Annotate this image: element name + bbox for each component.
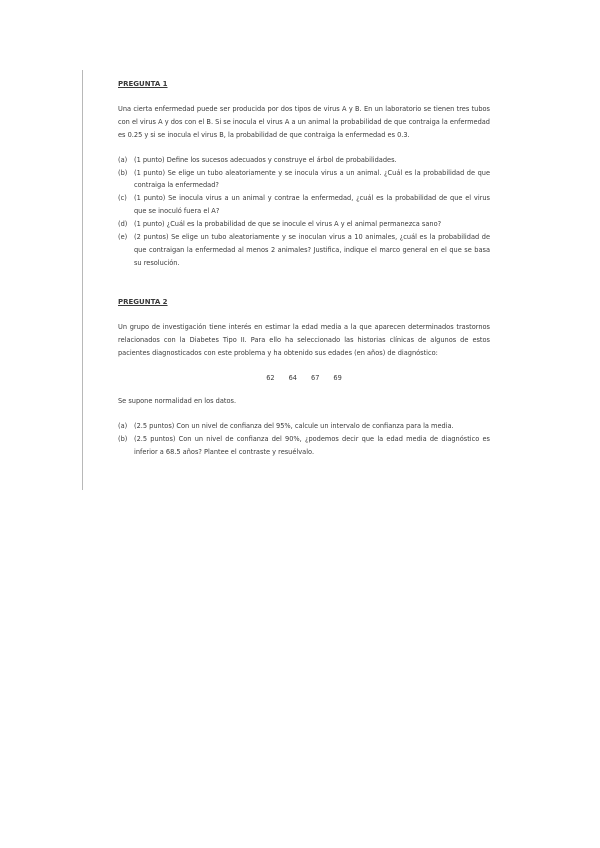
list-item: [118, 433, 490, 459]
age-value: 64: [288, 374, 297, 383]
question-2-heading: PREGUNTA 2: [118, 297, 168, 306]
item-text: (1 punto) Define los sucesos adecuados y construye el árbol de probabilidades.: [134, 155, 397, 164]
item-label: (d): [118, 220, 128, 229]
age-value: 69: [333, 374, 342, 383]
item-label: (a): [118, 422, 128, 431]
item-label: (a): [118, 155, 128, 164]
page-margin-line: [82, 70, 83, 490]
age-value: 62: [266, 374, 275, 383]
list-item: [118, 420, 490, 433]
list-item: [118, 231, 490, 270]
item-text: (1 punto) Se inocula virus a un animal y contrae la enfermedad, ¿cuál es la probabilidad de que el virus que se inoculó fuera el A?: [134, 194, 490, 216]
age-value: 67: [311, 374, 320, 383]
question-1-intro: Una cierta enfermedad puede ser producida por dos tipos de virus A y B. En un laboratorio se tienen tres tubos con el virus A y dos con el B. Si se inocula el virus A a un animal la probabilidad de que contraiga la enfermedad es 0.25 y si se inocula el virus B, la probabilidad de que contraiga la enfermedad es 0.3.: [118, 104, 490, 139]
item-text: (2.5 puntos) Con un nivel de confianza del 90%, ¿podemos decir que la edad media de diagnóstico es inferior a 68.5 años? Plantee el contraste y resuélvalo.: [134, 435, 490, 457]
question-1-heading: PREGUNTA 1: [118, 80, 168, 88]
list-item: [118, 167, 490, 193]
question-2-intro: Un grupo de investigación tiene interés en estimar la edad media a la que aparecen determinados trastornos relacionados con la Diabetes Tipo II. Para ello ha seleccionado las historias clínicas de algunos de estos pacientes diagnosticados con este problema y ha obtenido sus edades (en años) de diagnóstico:: [118, 322, 490, 357]
list-item: [118, 218, 490, 231]
item-text: (1 punto) ¿Cuál es la probabilidad de que se inocule el virus A y el animal permanezca sano?: [134, 220, 442, 229]
item-text: (2 puntos) Se elige un tubo aleatoriamente y se inoculan virus a 10 animales, ¿cuál es la probabilidad de que contraigan la enfermedad al menos 2 animales? Justifica, indique el marco general en el que se basa su resolución.: [134, 233, 490, 267]
item-label: (b): [118, 435, 128, 444]
question-1-items: [118, 154, 490, 270]
item-label: (b): [118, 168, 128, 177]
item-text: (1 punto) Se elige un tubo aleatoriamente y se inocula virus a un animal. ¿Cuál es la probabilidad de que contraiga la enfermedad?: [134, 168, 490, 190]
item-label: (c): [118, 194, 127, 203]
list-item: [118, 192, 490, 218]
normality-note: Se supone normalidad en los datos.: [118, 397, 237, 406]
item-label: (e): [118, 233, 128, 242]
exam-page: [118, 78, 490, 459]
age-values: [118, 372, 490, 385]
question-2-items: [118, 420, 490, 459]
list-item: [118, 154, 490, 167]
item-text: (2.5 puntos) Con un nivel de confianza del 95%, calcule un intervalo de confianza para la media.: [134, 422, 454, 431]
